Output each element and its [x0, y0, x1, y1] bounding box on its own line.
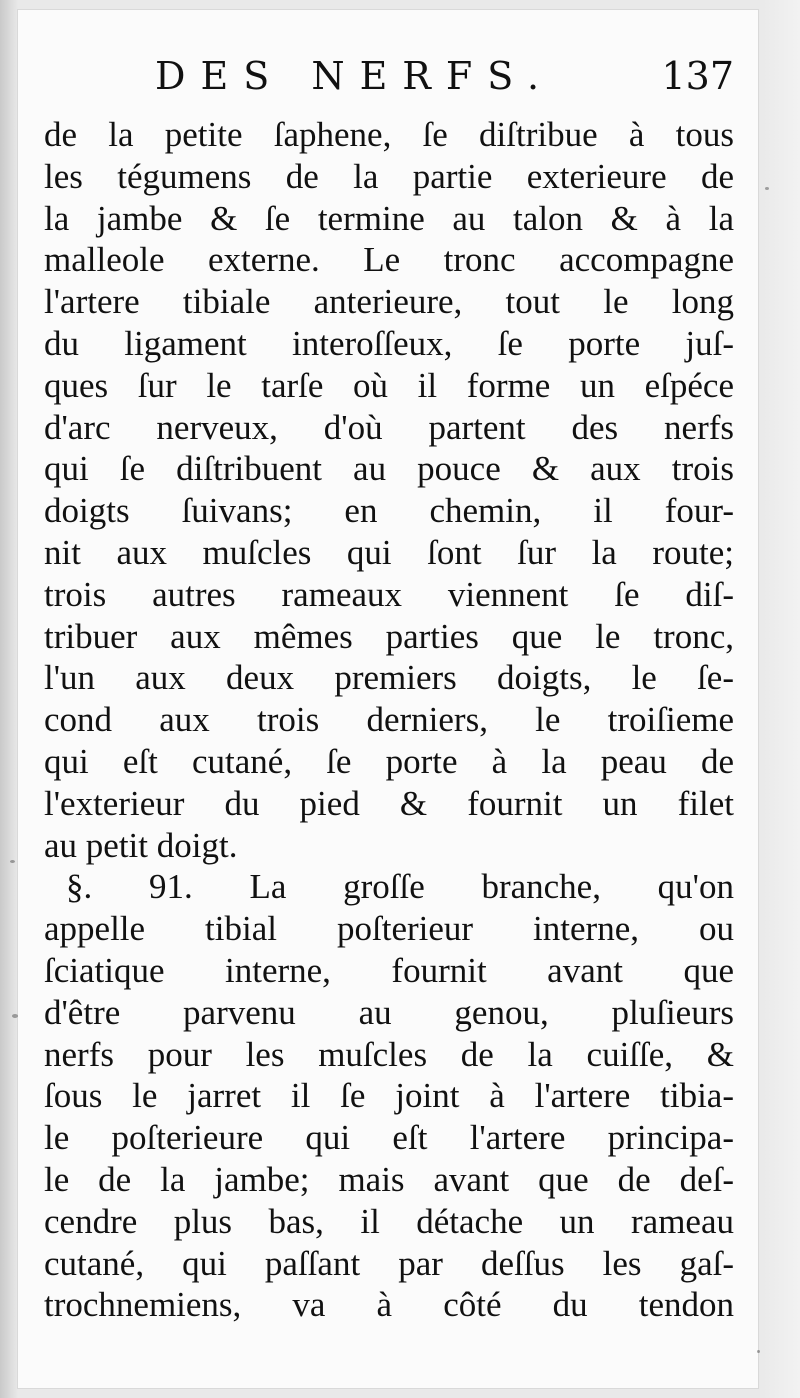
text-line: le de la jambe; mais avant que de deſ- — [44, 1159, 734, 1199]
text-line: appelle tibial poſterieur interne, ou — [44, 909, 734, 949]
text-line: trois autres rameaux viennent ſe diſ- — [44, 574, 734, 614]
text-line: trochnemiens, va à côté du tendon — [44, 1285, 734, 1325]
paper-speck — [765, 187, 769, 190]
text-line: de la petite ſaphene, ſe diſtribue à tous — [44, 115, 734, 154]
text-line: d'être parvenu au genou, pluſieurs — [44, 992, 734, 1032]
paper-speck — [10, 860, 15, 863]
text-line: qui ſe diſtribuent au pouce & aux trois — [44, 449, 734, 489]
running-title: DES NERFS. — [155, 54, 555, 98]
text-line: ques ſur le tarſe où il forme un eſpéce — [44, 365, 734, 405]
text-line: au petit doigt. — [44, 825, 238, 865]
text-line: doigts ſuivans; en chemin, il four- — [44, 491, 734, 531]
paper-speck — [757, 1350, 760, 1353]
text-line: l'artere tibiale anterieure, tout le long — [44, 282, 734, 322]
text-line: cond aux trois derniers, le troiſieme — [44, 700, 734, 740]
text-line: d'arc nerveux, d'où partent des nerfs — [44, 407, 734, 447]
text-line: ſciatique interne, fournit avant que — [44, 950, 734, 990]
page-edge — [758, 0, 800, 1398]
text-line: nerfs pour les muſcles de la cuiſſe, & — [44, 1034, 734, 1074]
text-line: le poſterieure qui eſt l'artere principa- — [44, 1118, 734, 1158]
text-line: malleole externe. Le tronc accompagne — [44, 240, 734, 280]
page-number: 137 — [661, 54, 734, 98]
text-line: nit aux muſcles qui ſont ſur la route; — [44, 532, 734, 572]
text-line: §. 91. La groſſe branche, qu'on — [66, 867, 734, 907]
text-line: tribuer aux mêmes parties que le tronc, — [44, 616, 734, 656]
text-line: cendre plus bas, il détache un rameau — [44, 1201, 734, 1241]
paper-speck — [12, 1014, 18, 1018]
text-line: qui eſt cutané, ſe porte à la peau de — [44, 741, 734, 781]
page-body-text — [44, 114, 734, 1326]
text-line: l'exterieur du pied & fournit un filet — [44, 783, 734, 823]
text-line: du ligament interoſſeux, ſe porte juſ- — [44, 323, 734, 363]
text-line: les tégumens de la partie exterieure de — [44, 156, 734, 196]
binding-edge — [0, 0, 18, 1398]
text-line: ſous le jarret il ſe joint à l'artere tibia- — [44, 1076, 734, 1116]
text-line: la jambe & ſe termine au talon & à la — [44, 198, 734, 238]
text-line: l'un aux deux premiers doigts, le ſe- — [44, 658, 734, 698]
text-line: cutané, qui paſſant par deſſus les gaſ- — [44, 1243, 734, 1283]
